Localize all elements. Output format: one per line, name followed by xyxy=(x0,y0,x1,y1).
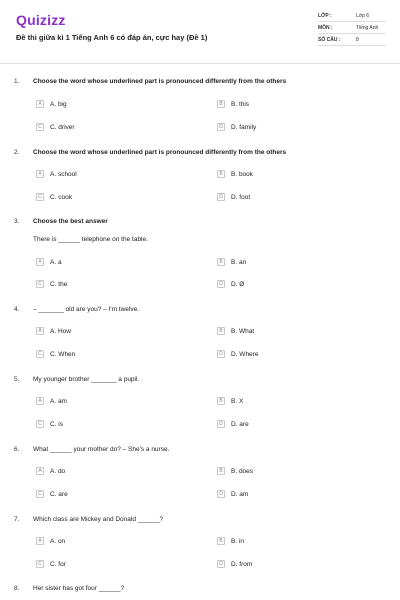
page-title: Đề thi giữa kì 1 Tiếng Anh 6 có đáp án, cực hay (Đề 1) xyxy=(16,33,208,42)
question-text: My younger brother _______ a pupil. xyxy=(33,376,140,383)
option-letter-box: C xyxy=(36,350,44,358)
option-letter-box: C xyxy=(36,123,44,131)
option-b[interactable] xyxy=(217,257,246,267)
option-b[interactable] xyxy=(217,536,244,546)
option-b[interactable] xyxy=(217,466,253,476)
option-d[interactable] xyxy=(217,489,248,499)
option-a[interactable] xyxy=(36,257,62,267)
header-divider xyxy=(0,63,400,64)
option-letter-box: C xyxy=(36,193,44,201)
option-text: B. X xyxy=(231,397,244,405)
info-row-count xyxy=(318,34,386,46)
question-number: 1. xyxy=(14,78,20,85)
option-text: A. a xyxy=(50,258,62,266)
option-letter-box: C xyxy=(36,420,44,428)
question-text: Choose the best answer xyxy=(33,218,108,225)
info-label: MÔN : xyxy=(318,24,333,31)
option-letter-box: D xyxy=(217,123,225,131)
info-label: LỚP : xyxy=(318,12,332,19)
option-text: C. are xyxy=(50,490,68,498)
option-a[interactable] xyxy=(36,99,67,109)
option-text: C. the xyxy=(50,280,68,288)
option-text: C. driver xyxy=(50,123,75,131)
question-text: Choose the word whose underlined part is pronounced differently from the others xyxy=(33,78,287,85)
option-d[interactable] xyxy=(217,559,252,569)
info-value: Lớp 6 xyxy=(356,12,370,19)
option-a[interactable] xyxy=(36,466,65,476)
option-text: D. from xyxy=(231,560,253,568)
question-number: 5. xyxy=(14,376,20,383)
option-text: A. How xyxy=(50,327,71,335)
option-c[interactable] xyxy=(36,122,75,132)
option-a[interactable] xyxy=(36,326,71,336)
option-text: C. When xyxy=(50,350,76,358)
option-letter-box: A xyxy=(36,537,44,545)
option-text: D. Where xyxy=(231,350,259,358)
option-text: A. on xyxy=(50,537,66,545)
option-letter-box: A xyxy=(36,100,44,108)
option-letter-box: D xyxy=(217,490,225,498)
question-sentence: There is ______ telephone on the table. xyxy=(33,236,148,243)
option-d[interactable] xyxy=(217,419,249,429)
info-row-class xyxy=(318,10,386,22)
option-letter-box: D xyxy=(217,560,225,568)
option-text: D. am xyxy=(231,490,249,498)
option-b[interactable] xyxy=(217,169,253,179)
option-letter-box: D xyxy=(217,280,225,288)
question-number: 6. xyxy=(14,446,20,453)
option-letter-box: D xyxy=(217,350,225,358)
option-text: C. for xyxy=(50,560,66,568)
option-text: B. this xyxy=(231,100,250,108)
option-text: B. does xyxy=(231,467,254,475)
option-text: A. big xyxy=(50,100,67,108)
option-text: B. in xyxy=(231,537,245,545)
option-text: D. foot xyxy=(231,193,251,201)
question-number: 4. xyxy=(14,306,20,313)
option-d[interactable] xyxy=(217,192,250,202)
question-text: Her sister has got four ______? xyxy=(33,585,125,592)
option-a[interactable] xyxy=(36,169,77,179)
question-number: 7. xyxy=(14,516,20,523)
option-text: B. What xyxy=(231,327,255,335)
option-letter-box: A xyxy=(36,327,44,335)
option-letter-box: A xyxy=(36,170,44,178)
option-text: A. school xyxy=(50,170,77,178)
option-a[interactable] xyxy=(36,396,67,406)
option-letter-box: B xyxy=(217,467,225,475)
question-text: – _______ old are you? – I'm twelve. xyxy=(33,306,140,313)
option-letter-box: B xyxy=(217,397,225,405)
quizizz-logo: Quizizz xyxy=(16,12,66,28)
option-text: B. an xyxy=(231,258,247,266)
option-c[interactable] xyxy=(36,279,67,289)
option-d[interactable] xyxy=(217,279,244,289)
option-c[interactable] xyxy=(36,559,66,569)
option-text: A. do xyxy=(50,467,66,475)
option-letter-box: B xyxy=(217,170,225,178)
option-b[interactable] xyxy=(217,326,254,336)
option-d[interactable] xyxy=(217,122,256,132)
question-text: Choose the word whose underlined part is pronounced differently from the others xyxy=(33,149,287,156)
option-letter-box: A xyxy=(36,258,44,266)
question-text: Which class are Mickey and Donald ______? xyxy=(33,516,164,523)
option-text: D. are xyxy=(231,420,249,428)
option-letter-box: C xyxy=(36,560,44,568)
option-b[interactable] xyxy=(217,396,243,406)
option-letter-box: B xyxy=(217,258,225,266)
option-c[interactable] xyxy=(36,419,63,429)
option-d[interactable] xyxy=(217,349,258,359)
option-text: C. is xyxy=(50,420,63,428)
option-text: D. Ø xyxy=(231,280,245,288)
question-number: 2. xyxy=(14,149,20,156)
info-row-subject xyxy=(318,22,386,34)
option-a[interactable] xyxy=(36,536,65,546)
question-number: 8. xyxy=(14,585,20,592)
option-c[interactable] xyxy=(36,349,75,359)
info-label: SỐ CÂU : xyxy=(318,36,341,43)
option-c[interactable] xyxy=(36,489,68,499)
info-value: Tiếng Anh xyxy=(356,24,379,31)
option-b[interactable] xyxy=(217,99,249,109)
option-text: C. cook xyxy=(50,193,73,201)
option-letter-box: A xyxy=(36,397,44,405)
option-letter-box: B xyxy=(217,537,225,545)
option-text: D. family xyxy=(231,123,257,131)
option-text: A. am xyxy=(50,397,67,405)
info-value: 8 xyxy=(356,36,359,43)
option-letter-box: B xyxy=(217,327,225,335)
option-letter-box: C xyxy=(36,490,44,498)
option-letter-box: D xyxy=(217,420,225,428)
question-number: 3. xyxy=(14,218,20,225)
info-panel xyxy=(318,10,386,46)
question-text: What ______ your mother do? – She's a nurse. xyxy=(33,446,170,453)
option-letter-box: B xyxy=(217,100,225,108)
option-letter-box: A xyxy=(36,467,44,475)
option-text: B. book xyxy=(231,170,254,178)
option-letter-box: D xyxy=(217,193,225,201)
option-c[interactable] xyxy=(36,192,72,202)
option-letter-box: C xyxy=(36,280,44,288)
